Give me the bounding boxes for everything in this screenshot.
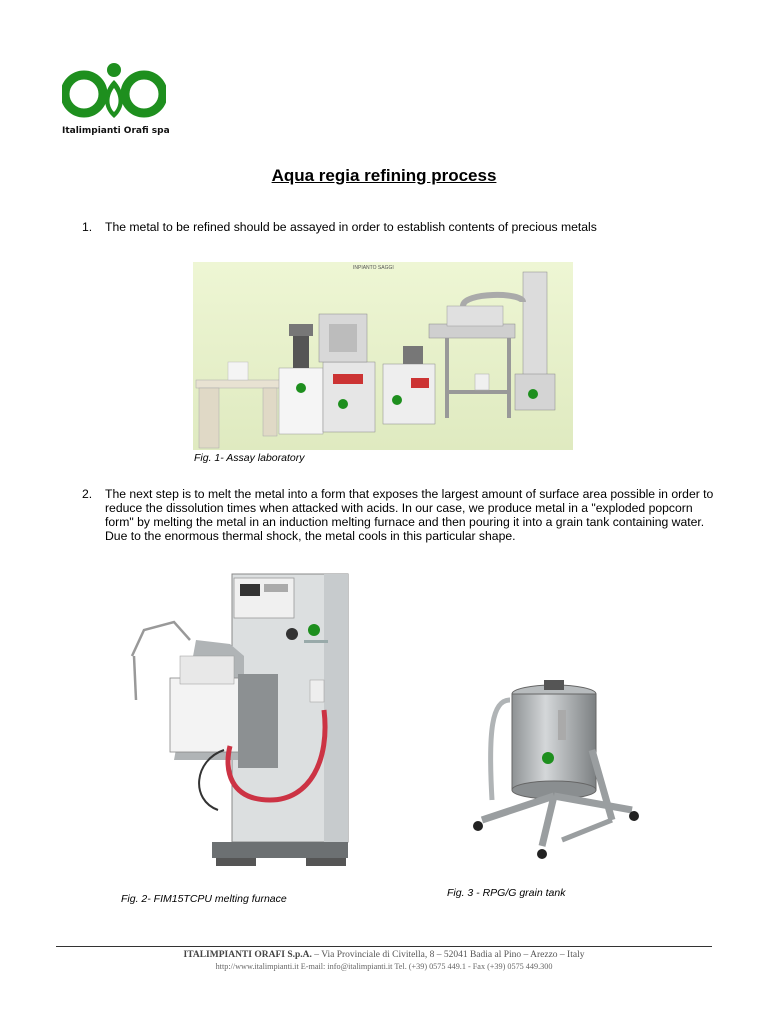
assay-laboratory-photo [193, 262, 573, 450]
figure-3-caption: Fig. 3 - RPG/G grain tank [447, 887, 566, 899]
footer-address [0, 950, 768, 960]
grain-tank-photo [462, 670, 647, 870]
figure-1-label: INPIANTO SAGGI [353, 265, 394, 271]
step-1 [82, 220, 722, 236]
footer-contacts: http://www.italimpianti.it E-mail: info@italimpianti.it Tel. (+39) 0575 449.1 - Fax (+39) 0575 449.300 [215, 962, 553, 971]
company-name: Italimpianti Orafi spa [62, 126, 170, 136]
step-number: 1. [82, 220, 93, 234]
step-number: 2. [82, 487, 93, 501]
footer-divider [56, 946, 712, 947]
figure-2-caption: Fig. 2- FIM15TCPU melting furnace [121, 893, 287, 905]
company-logo [62, 60, 166, 124]
document-title: Aqua regia refining process [271, 166, 497, 185]
melting-furnace-photo [120, 560, 385, 880]
figure-1-caption: Fig. 1- Assay laboratory [194, 452, 305, 464]
step-text: The metal to be refined should be assayed in order to establish contents of precious metals [105, 220, 597, 234]
step-2 [82, 487, 722, 547]
step-text: The next step is to melt the metal into a form that exposes the largest amount of surface area possible in order to reduce the dissolution times when attacked with acids. In our case, we produce metal in a "exploded popcorn form" by melting the metal in an induction melting furnace and then pouring it into a grain tank containing water. Due to the enormous thermal shock, the metal cools in this particular shape. [105, 487, 714, 543]
footer-company: ITALIMPIANTI ORAFI S.p.A. [183, 950, 312, 960]
footer-address-text: – Via Provinciale di Civitella, 8 – 52041 Badia al Pino – Arezzo – Italy [311, 950, 585, 960]
